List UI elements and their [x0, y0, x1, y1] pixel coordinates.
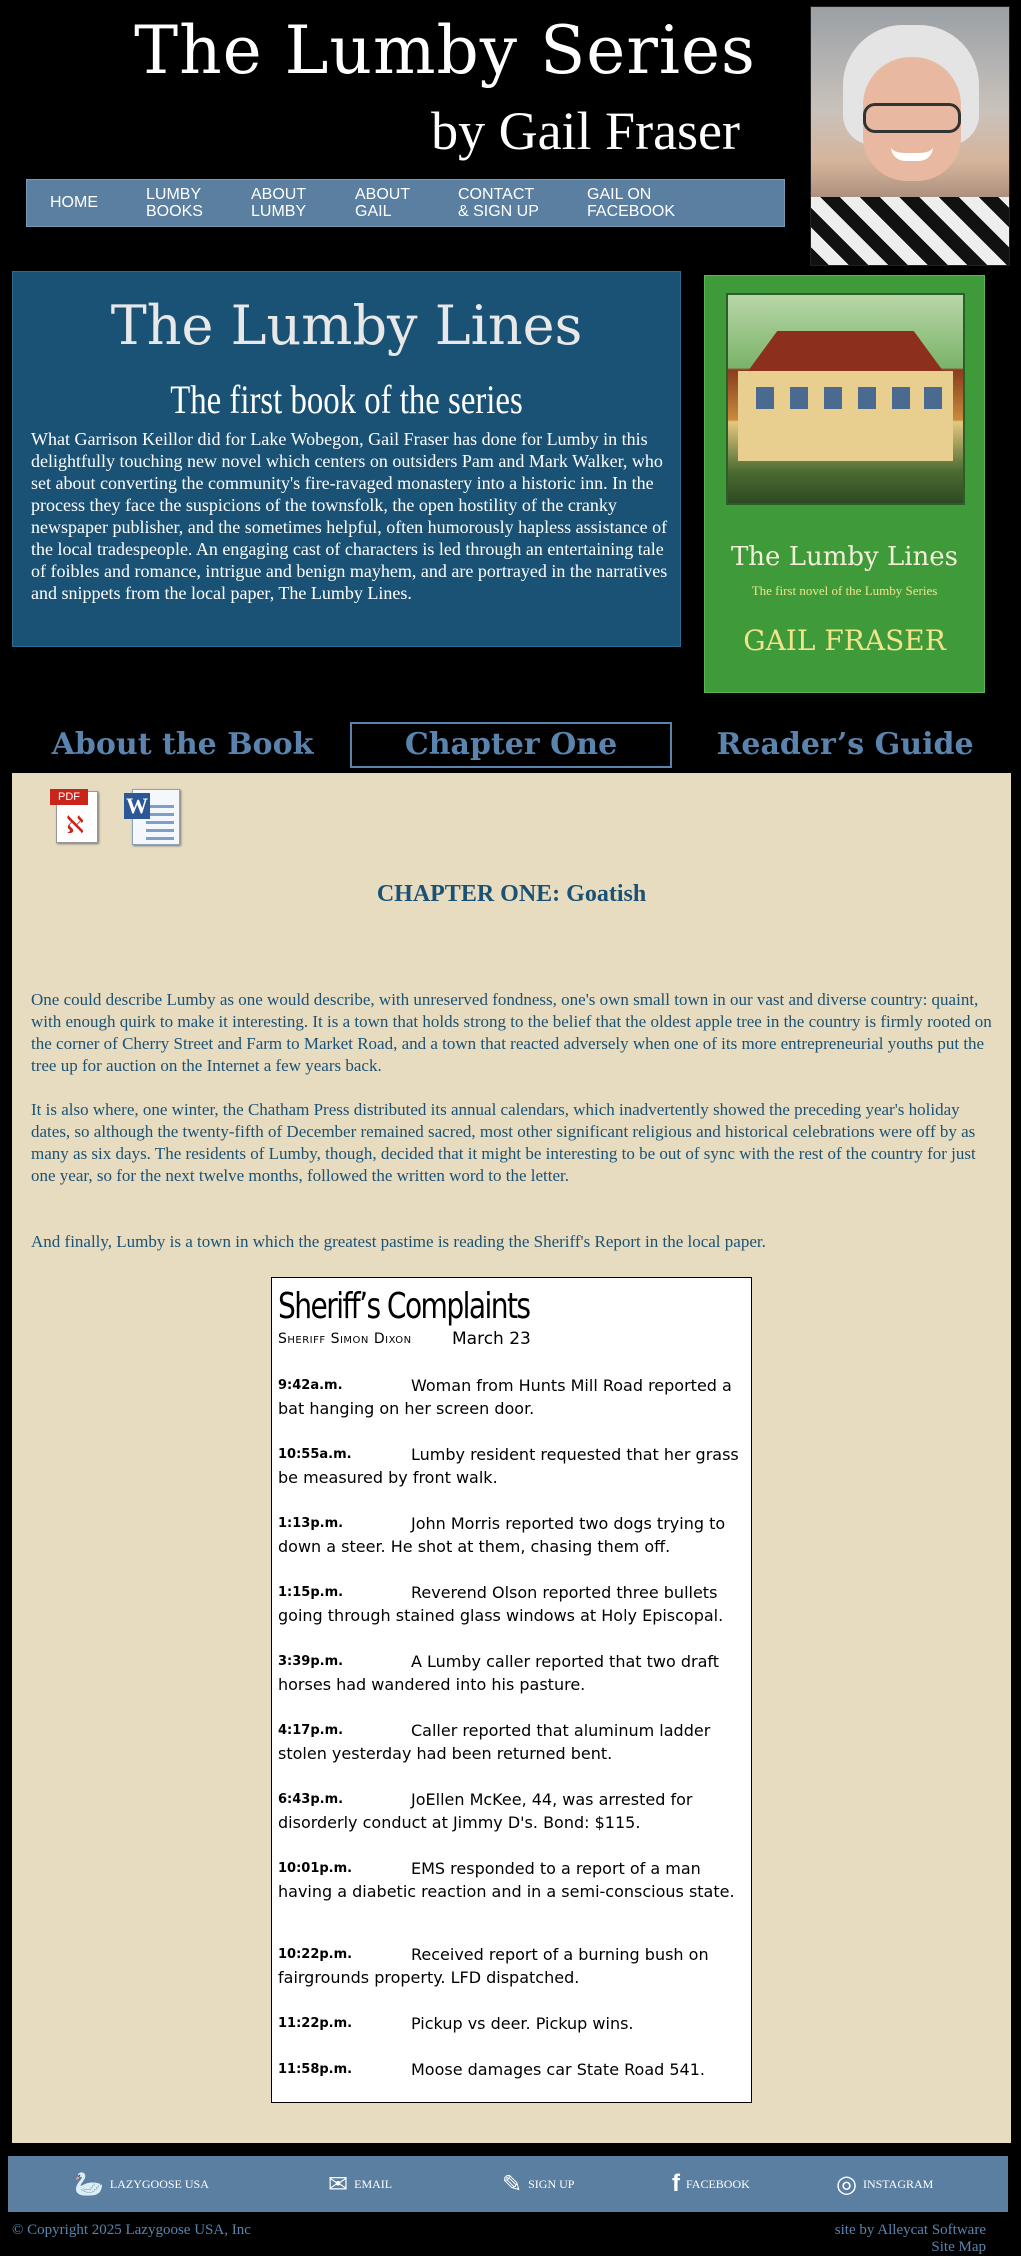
footer-bar	[8, 2156, 1008, 2212]
chapter-paragraph-1: One could describe Lumby as one would describe, with unreserved fondness, one's own small town in our vast and diverse country: quaint, with enough quirk to make it interesting. It is a town that holds strong to the belief that the oldest apple tree in the country is firmly rooted on the corner of Cherry Street and Farm to Market Road, and a town that reacted adversely when one of its more entrepreneurial youths put the tree up for auction on the Internet a few years back.	[31, 990, 992, 1075]
entry-time: 10:22p.m.	[278, 1947, 353, 1962]
entry-time: 3:39p.m.	[278, 1654, 344, 1669]
site-title: The Lumby Series	[134, 12, 756, 89]
goose-icon: 🦢	[74, 2170, 104, 2198]
entry-text: Lumby resident requested that her grass be measured by front walk.	[278, 1445, 739, 1487]
instagram-icon: ◎	[836, 2170, 857, 2198]
tab-about-the-book[interactable]: About the Book	[51, 727, 314, 762]
nav-about-gail[interactable]: ABOUT GAIL	[355, 186, 411, 220]
entry-text: A Lumby caller reported that two draft horses had wandered into his pasture.	[278, 1652, 720, 1694]
sheriff-entry	[278, 1943, 748, 1989]
intro-box	[12, 271, 681, 647]
sheriff-byline: Sheriff Simon Dixon	[278, 1331, 412, 1347]
entry-time: 11:58p.m.	[278, 2062, 353, 2077]
cover-title: The Lumby Lines	[730, 542, 959, 572]
entry-time: 9:42a.m.	[278, 1378, 343, 1393]
author-photo	[810, 6, 1010, 266]
entry-text: Woman from Hunts Mill Road reported a bat hanging on her screen door.	[278, 1376, 732, 1418]
cover-illustration	[726, 293, 965, 505]
chapter-paragraph-2: It is also where, one winter, the Chatham Press distributed its annual calendars, which inadvertently showed the preceding year's holiday dates, so although the twenty-fifth of December remained sacred, most other significant religious and historical celebrations were off by as many as six days. The residents of Lumby, though, decided that it might be interesting to be out of sync with the rest of the country for just one year, so for the next twelve months, followed the written word to the letter.	[31, 1100, 976, 1185]
entry-text: Caller reported that aluminum ladder stolen yesterday had been returned bent.	[278, 1721, 711, 1763]
copyright-text: © Copyright 2025 Lazygoose USA, Inc	[12, 2222, 251, 2238]
word-letter: W	[126, 793, 148, 818]
sheriff-entry	[278, 1374, 748, 1420]
tab-chapter-one[interactable]: Chapter One	[350, 722, 672, 768]
cover-author: GAIL FRASER	[743, 624, 946, 657]
entry-time: 10:55a.m.	[278, 1447, 352, 1462]
sheriff-entry	[278, 1650, 748, 1696]
facebook-icon: f	[672, 2170, 680, 2197]
footer-link-label: FACEBOOK	[686, 2176, 750, 2191]
entry-time: 1:15p.m.	[278, 1585, 344, 1600]
site-credit	[700, 2222, 986, 2256]
site-byline: by Gail Fraser	[431, 101, 740, 161]
nav-contact-signup[interactable]: CONTACT & SIGN UP	[458, 186, 539, 220]
footer-link-label: SIGN UP	[528, 2176, 575, 2191]
book-cover[interactable]	[704, 275, 985, 693]
entry-text: Pickup vs deer. Pickup wins.	[411, 2014, 634, 2033]
footer-link-email[interactable]	[328, 2156, 392, 2212]
sheriff-entry	[278, 1719, 748, 1765]
nav-about-lumby[interactable]: ABOUT LUMBY	[251, 186, 307, 220]
entry-text: JoEllen McKee, 44, was arrested for disorderly conduct at Jimmy D's. Bond: $115.	[278, 1790, 693, 1832]
chapter-heading: CHAPTER ONE: Goatish	[376, 881, 647, 907]
chapter-content	[12, 773, 1011, 2143]
pdf-download-icon[interactable]: PDF ℵ	[50, 787, 100, 843]
sheriff-report-image	[271, 1277, 752, 2103]
sheriff-entry	[278, 2012, 748, 2035]
chapter-paragraph-3: And finally, Lumby is a town in which the greatest pastime is reading the Sheriff's Report in the local paper.	[31, 1232, 766, 1251]
footer-link-label: INSTAGRAM	[862, 2176, 934, 2191]
sitemap-link[interactable]: Site Map	[931, 2239, 986, 2255]
intro-text: What Garrison Keillor did for Lake Wobegon, Gail Fraser has done for Lumby in this delightfully touching new novel which centers on outsiders Pam and Mark Walker, who set about converting the community's fire-ravaged monastery into a historic inn. In the process they face the suspicions of the townsfolk, the open hostility of the cranky newspaper publisher, and the sometimes helpful, often humorously hapless assistance of the local tradespeople. An engaging cast of characters is led through an entertaining tale of foibles and romance, intrigue and benign mayhem, and are portrayed in the narratives and snippets from the local paper, The Lumby Lines.	[31, 429, 668, 603]
sheriff-entry	[278, 1581, 748, 1627]
intro-subtitle: The first book of the series	[170, 377, 523, 422]
pdf-label: PDF	[50, 789, 88, 805]
entry-text: Moose damages car State Road 541.	[411, 2060, 705, 2079]
sheriff-title: Sheriff’s Complaints	[278, 1286, 530, 1327]
sheriff-date: March 23	[452, 1329, 531, 1349]
sheriff-entry	[278, 1512, 748, 1558]
entry-text: John Morris reported two dogs trying to down a steer. He shot at them, chasing them off.	[278, 1514, 726, 1556]
footer-link-instagram[interactable]	[836, 2156, 933, 2212]
footer-link-label: LAZYGOOSE USA	[109, 2176, 209, 2191]
entry-time: 1:13p.m.	[278, 1516, 344, 1531]
footer-link-label: EMAIL	[354, 2176, 393, 2191]
nav-gail-facebook[interactable]: GAIL ON FACEBOOK	[587, 186, 676, 220]
cover-subtitle: The first novel of the Lumby Series	[751, 583, 938, 598]
entry-time: 11:22p.m.	[278, 2016, 353, 2031]
entry-text: Received report of a burning bush on fairgrounds property. LFD dispatched.	[278, 1945, 709, 1987]
pencil-icon: ✎	[502, 2170, 523, 2198]
sheriff-entry	[278, 1788, 748, 1834]
entry-time: 6:43p.m.	[278, 1792, 344, 1807]
main-nav	[26, 179, 785, 227]
footer-link-facebook[interactable]	[672, 2156, 750, 2212]
entry-text: Reverend Olson reported three bullets going through stained glass windows at Holy Episcopal.	[278, 1583, 724, 1625]
entry-time: 4:17p.m.	[278, 1723, 344, 1738]
footer-link-lazygoose[interactable]	[74, 2156, 209, 2212]
sheriff-entry	[278, 1443, 748, 1489]
credit-link[interactable]: site by Alleycat Software	[834, 2222, 986, 2238]
sheriff-entry	[278, 1857, 748, 1903]
envelope-icon: ✉	[328, 2170, 349, 2198]
sheriff-entry	[278, 2058, 748, 2081]
word-download-icon[interactable]	[124, 787, 174, 843]
nav-lumby-books[interactable]: LUMBY BOOKS	[146, 186, 203, 220]
entry-time: 10:01p.m.	[278, 1861, 353, 1876]
nav-home[interactable]: HOME	[50, 194, 98, 211]
tab-readers-guide[interactable]: Reader’s Guide	[716, 727, 974, 762]
footer-link-signup[interactable]	[502, 2156, 574, 2212]
entry-text: EMS responded to a report of a man having a diabetic reaction and in a semi-conscious state.	[278, 1859, 735, 1901]
intro-title: The Lumby Lines	[110, 294, 583, 357]
